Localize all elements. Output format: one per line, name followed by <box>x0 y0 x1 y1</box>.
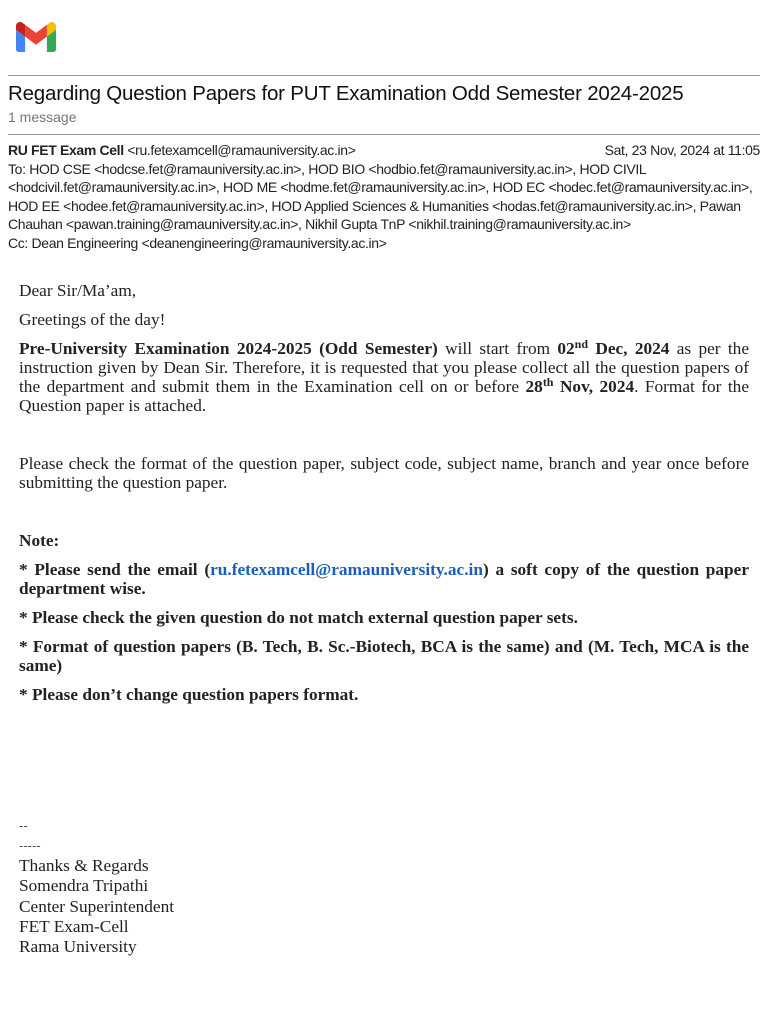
gmail-logo-icon[interactable] <box>16 22 56 52</box>
signature-line: Thanks & Regards <box>19 856 149 875</box>
instruction-paragraph: Pre-University Examination 2024-2025 (Odd Semester) will start from 02nd Dec, 2024 as per the instruction given by Dean Sir. Therefore, it is requested that you please collect all the question papers of the department and submit them in the Examination cell on or before 28th Nov, 2024. Format for the Question paper is attached. <box>19 337 749 415</box>
from-line <box>8 141 764 160</box>
cc-line <box>8 234 764 253</box>
note-item: * Please don’t change question papers format. <box>19 685 359 704</box>
salutation: Dear Sir/Ma’am, <box>19 281 137 300</box>
to-recipients[interactable]: HOD CSE <hodcse.fet@ramauniversity.ac.in>, HOD BIO <hodbio.fet@ramauniversity.ac.in>, HOD CIVIL <hodcivil.fet@ramauniversity.ac.in>, HOD ME <hodme.fet@ramauniversity.ac.in>, HOD EC <hodec.fet@ramauniversity.ac.in>, HOD EE <hodee.fet@ramauniversity.ac.in>, HOD Applied Sciences & Humanities <hodas.fet@ramauniversity.ac.in>, Pawan Chauhan <pawan.training@ramauniversity.ac.in>, Nikhil Gupta TnP <nikhil.training@ramauniversity.ac.in> <box>8 160 753 232</box>
note-item: * Format of question papers (B. Tech, B. Sc.-Biotech, BCA is the same) and (M. Tech, MCA is the same) <box>19 637 749 675</box>
signature-line: Somendra Tripathi <box>19 876 149 896</box>
message-body <box>19 281 749 957</box>
start-date: 02nd Dec, 2024 <box>557 337 670 358</box>
due-date: 28th Nov, 2024 <box>525 375 635 396</box>
cc-label: Cc: <box>8 234 28 251</box>
cc-recipients[interactable]: Dean Engineering <deanengineering@ramauniversity.ac.in> <box>31 234 387 251</box>
message-date: Sat, 23 Nov, 2024 at 11:05 <box>604 142 760 158</box>
sender-name[interactable]: RU FET Exam Cell <box>8 142 124 158</box>
to-line <box>8 160 764 234</box>
message-count: 1 message <box>8 109 77 125</box>
signature-separator: ----- <box>19 838 41 853</box>
divider <box>8 134 760 135</box>
signature-line: Center Superintendent <box>19 896 175 916</box>
divider <box>8 75 760 76</box>
email-subject: Regarding Question Papers for PUT Examination Odd Semester 2024-2025 <box>8 82 684 105</box>
note-item: * Please send the email (ru.fetexamcell@ramauniversity.ac.in) a soft copy of the question paper department wise. <box>19 560 749 598</box>
greeting: Greetings of the day! <box>19 310 166 329</box>
signature-line: FET Exam-Cell <box>19 916 129 936</box>
message-header <box>8 141 764 252</box>
email-link[interactable]: ru.fetexamcell@ramauniversity.ac.in <box>210 560 483 579</box>
exam-title: Pre-University Examination 2024-2025 (Odd Semester) <box>19 339 438 358</box>
format-check-paragraph: Please check the format of the question paper, subject code, subject name, branch and year once before submitting the question paper. <box>19 454 749 492</box>
signature-separator: -- <box>19 818 28 833</box>
signature-line: Rama University <box>19 937 137 957</box>
to-label: To: <box>8 160 26 177</box>
note-item: * Please check the given question do not match external question paper sets. <box>19 608 578 627</box>
note-heading: Note: <box>19 531 60 550</box>
sender-email[interactable]: <ru.fetexamcell@ramauniversity.ac.in> <box>127 142 356 158</box>
